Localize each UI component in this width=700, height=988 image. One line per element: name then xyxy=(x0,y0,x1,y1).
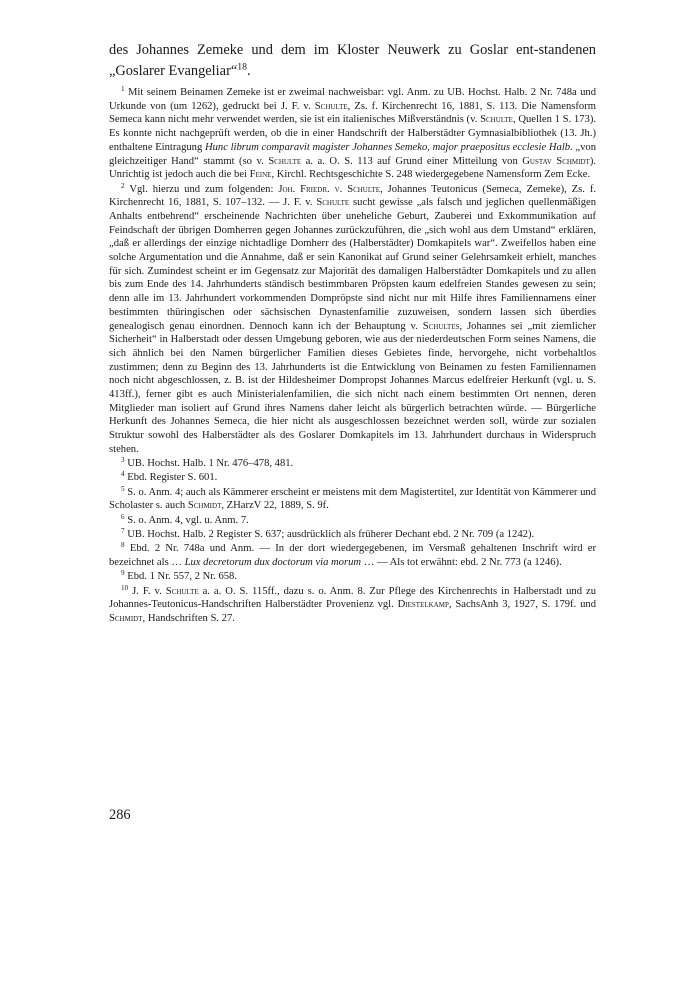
footnote-number: 1 xyxy=(121,85,125,94)
footnote-1: $^1$ Mit seinem Beinamen Zemeke ist er zweimal nachweisbar: vgl. Anm. zu UB. Hochst. Halb. 2 Nr. 748a und Urkunde von (um 1262), gedruckt bei J. F. v. Schulte, Zs. f. Kirchenrecht 16, 1881, S. 113. Die Namensform Semeca kann nicht mehr verwendet werden, sie ist ein italienisches Mißverständnis (v. Schulte, Quellen 1 S. 173). Es konnte nicht nachgeprüft werden, ob die in einer Handschrift der Halberstädter Gymnasialbibliothek (13. Jh.) enthaltene Eintragung Hunc librum comparavit magister Johannes Semeko, major praepositus ecclesie Halb. „von gleichzeitiger Hand“ stammt (so v. Schulte a. a. O. S. 113 auf Grund einer Mitteilung von Gustav Schmidt). Unrichtig ist jedoch auch die bei Feine, Kirchl. Rechtsgeschichte S. 248 wiedergegebene Namensform Zem Ecke. xyxy=(109,85,597,181)
footnote-number: 4 xyxy=(121,470,125,479)
main-text-end: . xyxy=(247,63,251,79)
footnote-5: $^5$ S. o. Anm. 4; auch als Kämmerer erscheint er meistens mit dem Magistertitel, zur Identität von Kämmerer und Scholaster s. auch Schmidt, ZHarzV 22, 1889, S. 9f. xyxy=(109,484,596,512)
footnote-number: 9 xyxy=(121,569,125,578)
main-text-paragraph xyxy=(109,40,596,82)
footnote-4: $^4$ Ebd. Register S. 601. xyxy=(121,470,218,484)
footnote-number: 7 xyxy=(121,527,125,536)
page-body xyxy=(109,40,596,626)
footnote-10: $^{10}$ J. F. v. Schulte a. a. O. S. 115ff., dazu s. o. Anm. 8. Zur Pflege des Kirchenrechts in Halberstadt und zu Johannes-Teutonicus-Handschriften Halberstädter Provenienz vgl. Diestelkamp, SachsAnh 3, 1927, S. 179f. und Schmidt, Handschriften S. 27. xyxy=(109,583,596,625)
footnote-2: $^2$ Vgl. hierzu und zum folgenden: Joh. Friedr. v. Schulte, Johannes Teutonicus (Semeca, Zemeke), Zs. f. Kirchenrecht 16, 1881, S. 107–132. — J. F. v. Schulte sucht gewisse „als falsch und jeglichen quellenmäßigen Anhalts entbehrend“ erscheinende Nachrichten über uneheliche Geburt, Zauberei und Exkommunikation auf Feindschaft der übrigen Domherren gegen Johannes zurückzuführen, die „sich wohl aus dem Umstand“ erklären, „daß er allerdings der einzige nichtadlige Domherr des (Halberstädter) Domkapitels war“. Zweifellos haben eine solche Argumentation und die Annahme, daß er sein Kanonikat auf Grund seiner Gelehrsamkeit erhielt, manches für sich. Zumindest scheint er im Gegensatz zur Majorität des damaligen Halberstädter Domkapitels und zu allen bis zum Ende des 14. Jahrhunderts ständisch bestimmbaren Pröpsten kaum edelfreien Standes gewesen zu sein; denn alle im 13. Jahrhundert vorkommenden Dompröpste sind nicht nur mit Hilfe ihres Familiennamens einer bestimmten thüringischen oder sächsischen Dynastenfamilie zuzuweisen, sondern lassen sich überdies genealogisch genau einordnen. Dennoch kann ich der Behauptung v. Schultes, Johannes sei „mit ziemlicher Sicherheit“ in Halberstadt oder dessen Umgebung geboren, wie aus der niederdeutschen Form seines Namens, die sich ähnlich bei den Namen bürgerlicher Familien dieses Gebietes finde, hervorgehe, nicht vorbehaltlos zustimmen; denn zu Beginn des 13. Jahrhunderts ist die Entwicklung von Beinamen zu festen Familiennamen noch nicht abgeschlossen, z. B. ist der Hildesheimer Dompropst Johannes Marcus edelfreier Herkunft (vgl. u. S. 413ff.), ferner gibt es auch Ministerialenfamilien, die sich nicht nach einem bestimmten Ort nennen, deren Mitglieder man isoliert auf Grund ihres Namens daher leicht als bürgerlich betrachten würde. — Bürgerliche Herkunft des Johannes Semeca, die hier nicht als ausgeschlossen bezeichnet werden soll, würde zur sozialen Struktur sowohl des Halberstädter als des Goslarer Domkapitels im 13. Jahrhundert durchaus in Widerspruch stehen. xyxy=(109,181,596,455)
footnote-number: 5 xyxy=(121,484,125,493)
footnote-number: 10 xyxy=(121,583,129,592)
footnote-6: $^6$ S. o. Anm. 4, vgl. u. Anm. 7. xyxy=(121,512,249,526)
footnote-number: 2 xyxy=(121,181,125,190)
footnote-3: $^3$ UB. Hochst. Halb. 1 Nr. 476–478, 481. xyxy=(121,456,294,470)
footnote-number: 6 xyxy=(121,512,125,521)
footnote-9: $^9$ Ebd. 1 Nr. 557, 2 Nr. 658. xyxy=(121,569,238,583)
footnote-reference: 18 xyxy=(237,61,248,73)
footnote-number: 8 xyxy=(121,541,125,550)
footnote-number: 3 xyxy=(121,456,125,465)
page-number: 286 xyxy=(109,807,131,823)
footnote-7: $^7$ UB. Hochst. Halb. 2 Register S. 637; ausdrücklich als früherer Dechant ebd. 2 Nr. 709 (a 1242). xyxy=(121,527,535,541)
main-text: des Johannes Zemeke und dem im Kloster Neuwerk zu Goslar ent-standenen „Goslarer Evangeliar“ xyxy=(109,42,596,79)
footnote-8: $^8$ Ebd. 2 Nr. 748a und Anm. — In der dort wiedergegebenen, im Versmaß gehaltenen Inschrift wird er bezeichnet als … Lux decretorum dux doctorum via morum … — Als tot erwähnt: ebd. 2 Nr. 773 (a 1246). xyxy=(109,541,596,569)
